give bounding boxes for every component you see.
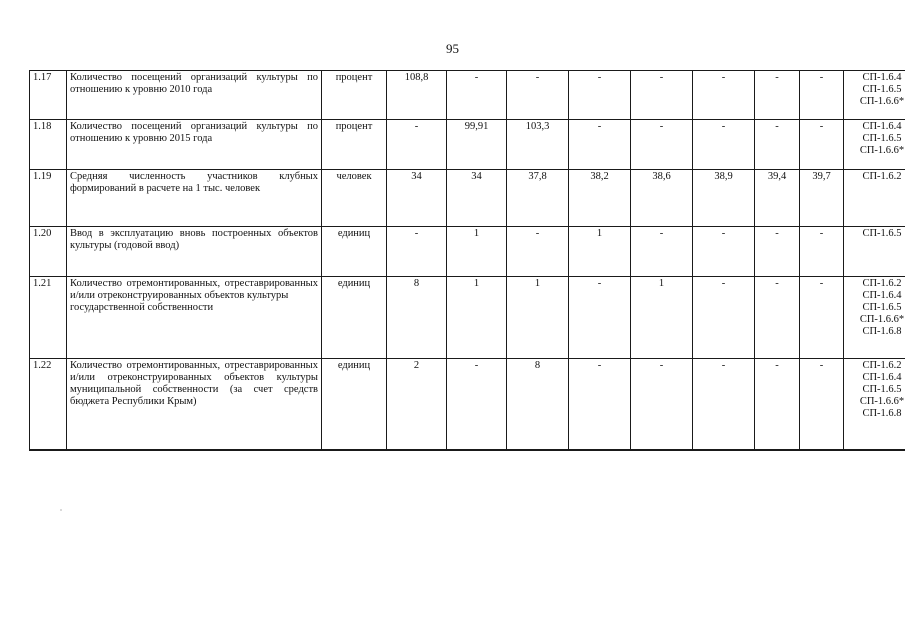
program-refs: СП-1.6.4 СП-1.6.5 СП-1.6.6*: [844, 120, 905, 170]
value-cell: 103,3: [507, 120, 569, 170]
row-number: 1.18: [30, 120, 67, 170]
value-cell: 1: [447, 277, 507, 359]
value-cell: 34: [387, 170, 447, 227]
value-cell: -: [447, 71, 507, 120]
value-cell: -: [387, 227, 447, 277]
value-cell: 8: [507, 359, 569, 450]
indicator-name-text: Количество отремонтированных, отреставрированных и/или отреконструированных объектов культуры муниципальной собственности (за счет средств бюджета Республики Крым): [70, 360, 318, 407]
row-number: 1.21: [30, 277, 67, 359]
value-cell: -: [569, 71, 631, 120]
value-cell: -: [800, 120, 844, 170]
value-cell: 1: [447, 227, 507, 277]
indicator-name: [67, 227, 322, 277]
value-cell: 2: [387, 359, 447, 450]
unit: процент: [322, 120, 387, 170]
program-refs: СП-1.6.2 СП-1.6.4 СП-1.6.5 СП-1.6.6* СП-1.6.8: [844, 359, 905, 450]
value-cell: -: [800, 277, 844, 359]
value-cell: 34: [447, 170, 507, 227]
scan-speck: [60, 509, 62, 511]
value-cell: -: [693, 277, 755, 359]
indicator-name-text: Количество посещений организаций культуры по отношению к уровню 2010 года: [70, 72, 318, 95]
value-cell: -: [800, 227, 844, 277]
value-cell: -: [693, 120, 755, 170]
value-cell: -: [569, 277, 631, 359]
unit: человек: [322, 170, 387, 227]
value-cell: -: [755, 359, 800, 450]
indicator-name-text: Количество отремонтированных, отреставрированных и/или отреконструированных объектов культуры государственной собственности: [70, 278, 318, 313]
value-cell: -: [755, 71, 800, 120]
value-cell: 38,9: [693, 170, 755, 227]
value-cell: -: [569, 359, 631, 450]
value-cell: -: [507, 227, 569, 277]
value-cell: -: [631, 227, 693, 277]
table-row: [30, 359, 905, 450]
program-refs: СП-1.6.2 СП-1.6.4 СП-1.6.5 СП-1.6.6* СП-1.6.8: [844, 277, 905, 359]
value-cell: 38,6: [631, 170, 693, 227]
indicator-name-text: Средняя численность участников клубных формирований в расчете на 1 тыс. человек: [70, 171, 318, 194]
row-number: 1.20: [30, 227, 67, 277]
unit: единиц: [322, 359, 387, 450]
row-number: 1.19: [30, 170, 67, 227]
value-cell: 38,2: [569, 170, 631, 227]
program-refs: СП-1.6.5: [844, 227, 905, 277]
table-row: [30, 227, 905, 277]
row-number: 1.17: [30, 71, 67, 120]
program-refs: СП-1.6.4 СП-1.6.5 СП-1.6.6*: [844, 71, 905, 120]
table-row: [30, 277, 905, 359]
indicators-table: [29, 70, 905, 451]
value-cell: -: [387, 120, 447, 170]
value-cell: -: [693, 71, 755, 120]
value-cell: -: [631, 359, 693, 450]
value-cell: -: [631, 71, 693, 120]
value-cell: 39,7: [800, 170, 844, 227]
value-cell: 1: [507, 277, 569, 359]
value-cell: -: [507, 71, 569, 120]
unit: процент: [322, 71, 387, 120]
indicator-name: [67, 170, 322, 227]
value-cell: -: [693, 227, 755, 277]
row-number: 1.22: [30, 359, 67, 450]
value-cell: -: [447, 359, 507, 450]
indicator-name-text: Количество посещений организаций культуры по отношению к уровню 2015 года: [70, 121, 318, 144]
table-row: [30, 170, 905, 227]
value-cell: 1: [631, 277, 693, 359]
value-cell: 108,8: [387, 71, 447, 120]
indicator-name-text: Ввод в эксплуатацию вновь построенных объектов культуры (годовой ввод): [70, 228, 318, 251]
table-row: [30, 71, 905, 120]
program-refs: СП-1.6.2: [844, 170, 905, 227]
table-row: [30, 120, 905, 170]
value-cell: -: [755, 227, 800, 277]
indicator-name: [67, 71, 322, 120]
unit: единиц: [322, 277, 387, 359]
value-cell: -: [569, 120, 631, 170]
value-cell: -: [755, 120, 800, 170]
page-number: 95: [446, 41, 459, 56]
unit: единиц: [322, 227, 387, 277]
value-cell: -: [693, 359, 755, 450]
value-cell: 37,8: [507, 170, 569, 227]
value-cell: 1: [569, 227, 631, 277]
value-cell: 99,91: [447, 120, 507, 170]
value-cell: -: [800, 359, 844, 450]
indicator-name: [67, 359, 322, 450]
indicator-name: [67, 120, 322, 170]
value-cell: -: [631, 120, 693, 170]
value-cell: 8: [387, 277, 447, 359]
indicator-name: [67, 277, 322, 359]
value-cell: 39,4: [755, 170, 800, 227]
table-body: [30, 71, 905, 450]
value-cell: -: [755, 277, 800, 359]
value-cell: -: [800, 71, 844, 120]
